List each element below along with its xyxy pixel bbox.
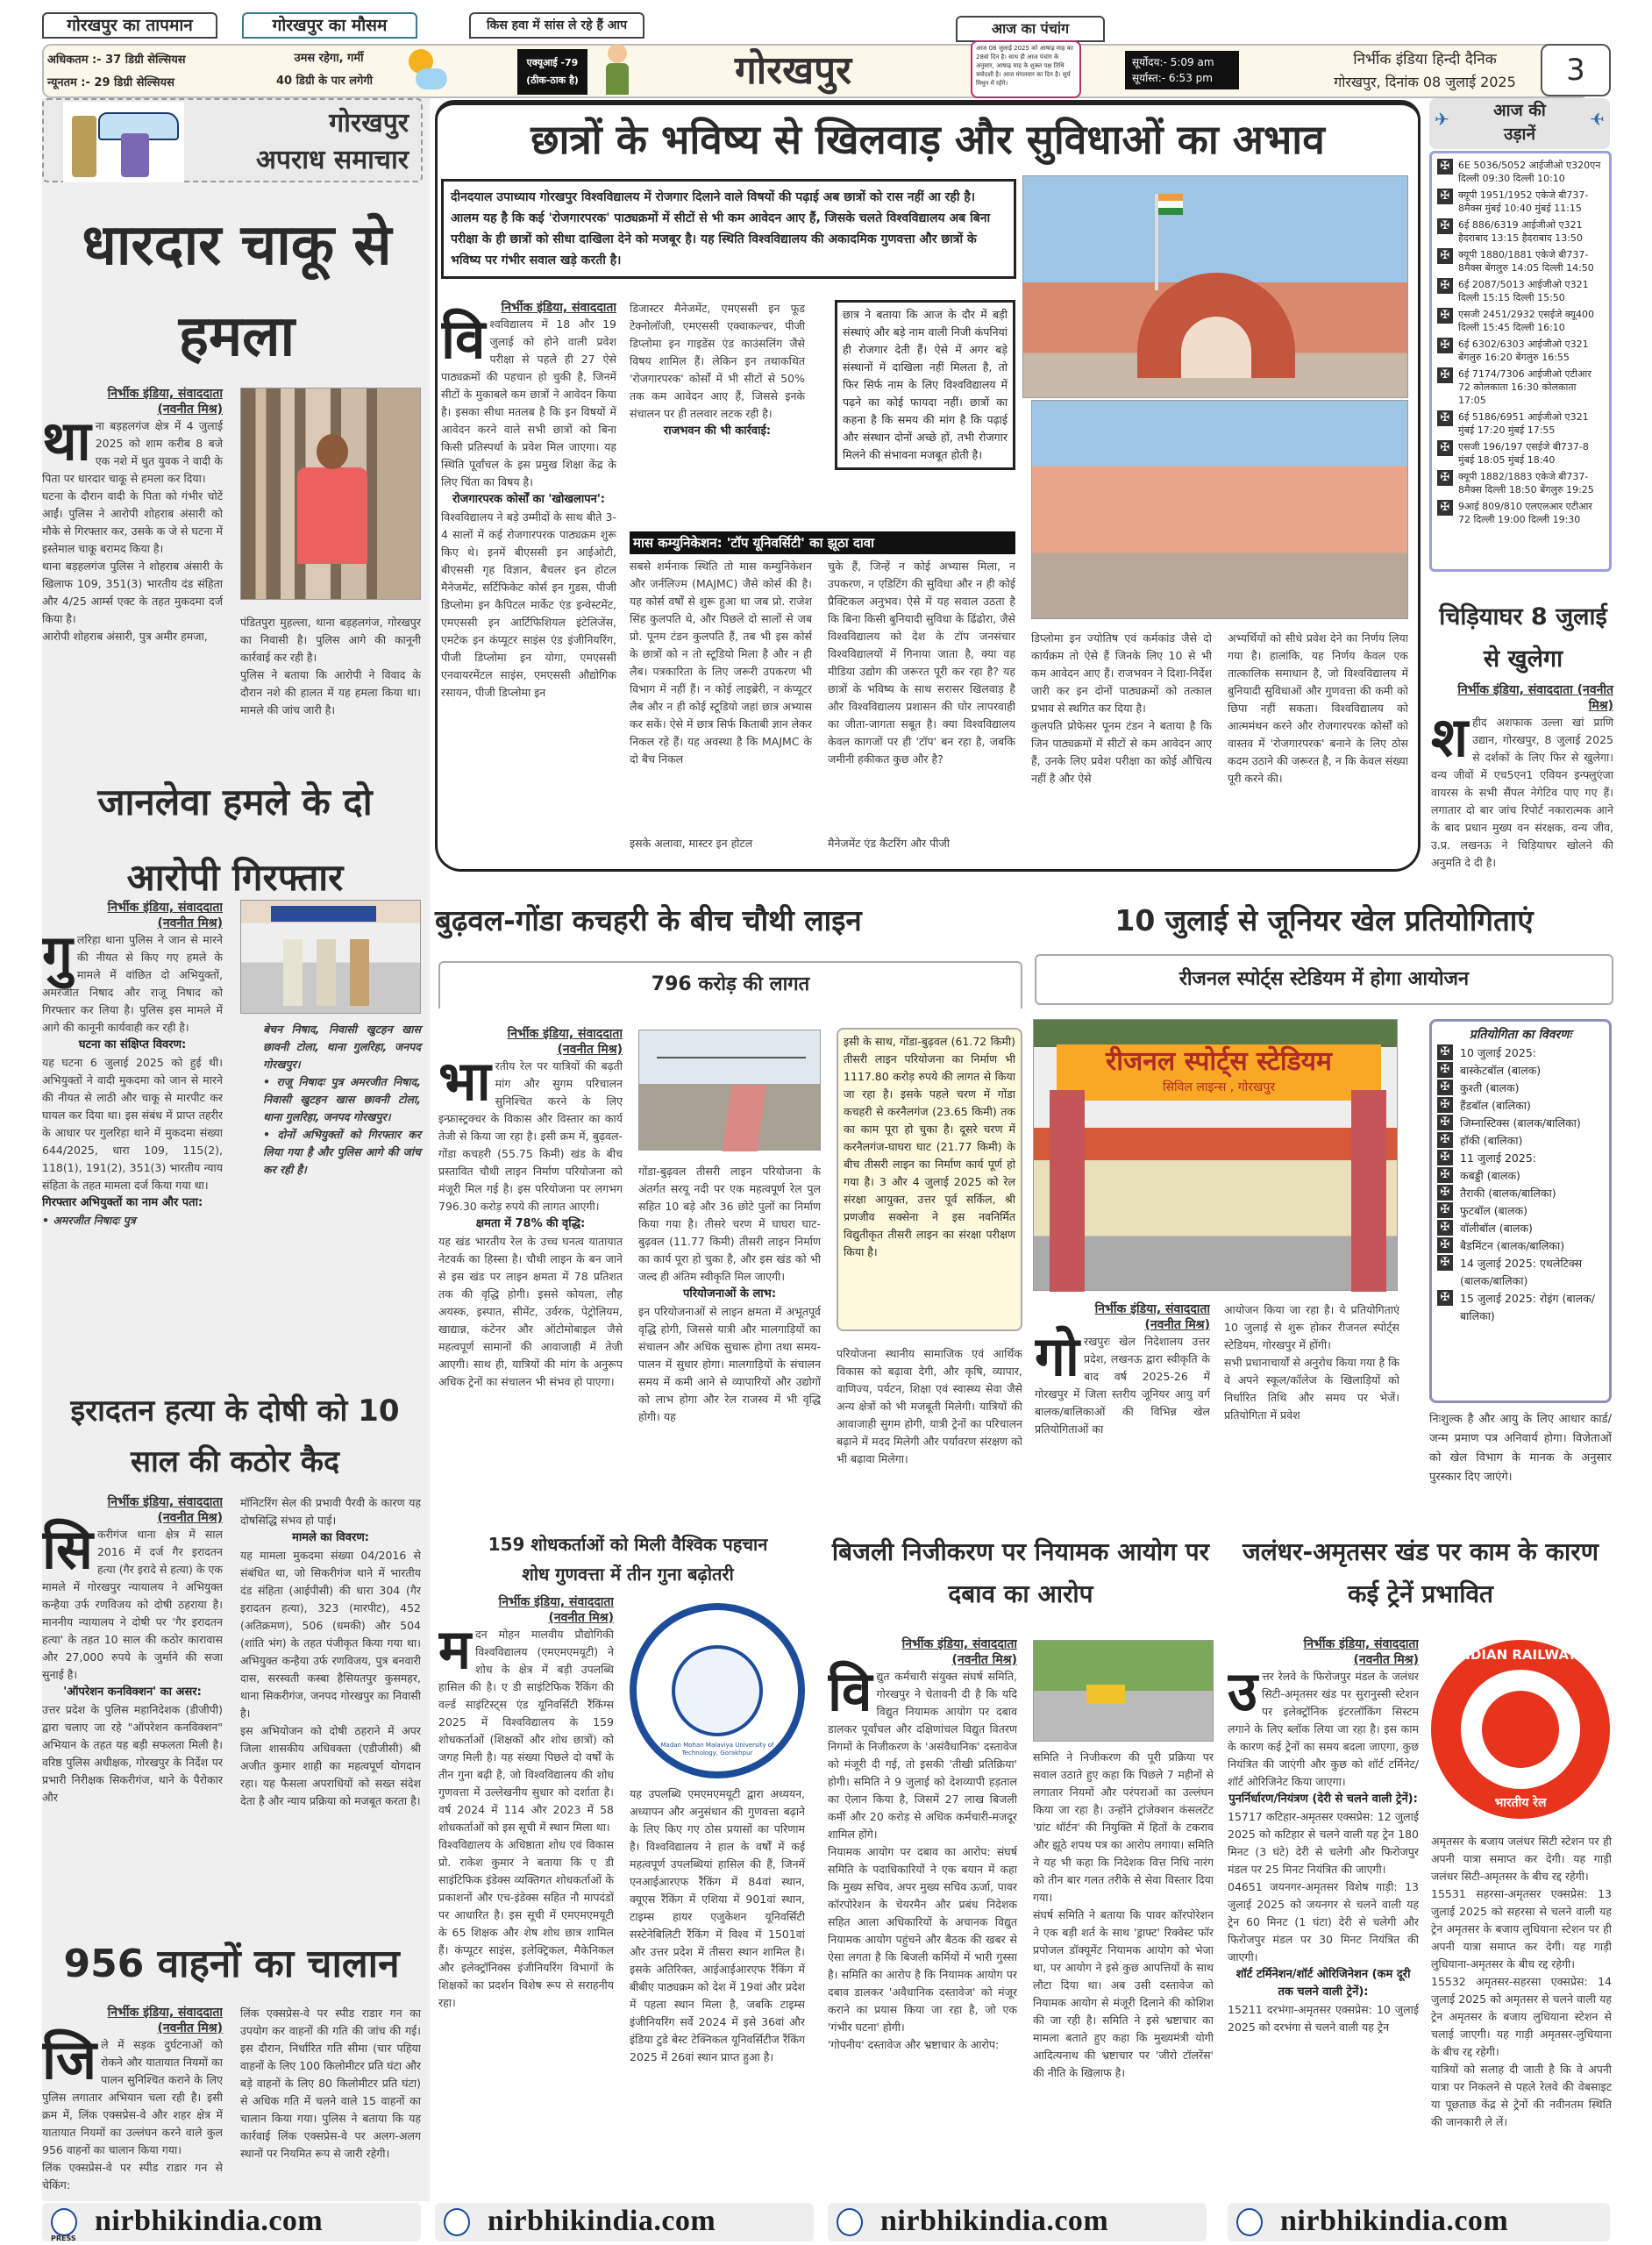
lead-summary: दीनदयाल उपाध्याय गोरखपुर विश्वविद्यालय में रोजगार दिलाने वाले विषयों की पढ़ाई अब छात्रों को रास नहीं आ रही है। आलम यह है कि कई 'रोजगारपरक' पाठ्यक्रमों में सीटों से भी कम आवेदन आए हैं, जिसके चलते विश्वविद्यालय अब बिना परीक्षा के ही छात्रों को सीधा दाखिला देने को मजबूर है। यह स्थिति विश्वविद्यालय की अकादमिक गुणवत्ता और छात्रों के भविष्य पर गंभीर सवाल खड़े करती है।	[441, 179, 1016, 279]
flight-text: क्यूपी 1882/1883 एकेजे बी737-8मैक्स दिल्ली 18:50 बेंगलुरु 19:25	[1458, 471, 1594, 495]
subheading: गिरफ्तार अभियुक्तों का नाम और पता:	[42, 1196, 203, 1209]
story-lead: दन मोहन मालवीय प्रौद्योगिकी विश्वविद्यालय (एमएमएमयूटी) ने शोध के क्षेत्र में बड़ी उपलब्धि हासिल की है। ए डी साइंटिफिक रैंकिंग की वर्ल्ड साइंटिस्ट्स एंड यूनिवर्सिटी रैंकिंग्स 2025 में विश्वविद्यालय के 159 शोधकर्ताओं (शिक्षकों और शोध छात्रों) को जगह मिली है। यह संख्या पिछले दो वर्षों के तीन गुना बढ़ी है, जो विश्वविद्यालय की शोध गुणवत्ता में उल्लेखनीय सुधार को दर्शाता है। वर्ष 2024 में 114 और 2023 में 58 शोधकर्ताओं को इस सूची में स्थान मिला था।	[438, 1628, 614, 1834]
dropcap: था	[42, 409, 91, 473]
story-paragraph: डिजास्टर मैनेजमेंट, एमएससी इन फूड टेक्नोलॉजी, एमएससी एक्वाकल्चर, पीजी डिप्लोमा इन गाइडेंस एंड काउंसलिंग जैसे विषय शामिल हैं। लेकिन इन तथाकथित 'रोजगारपरक' कोर्सों में भी सीटों से 50% तक कम आवेदन आए हैं, जिससे इनके संचालन पर ही तलवार लटक रही है।	[630, 302, 805, 420]
story-body	[1431, 705, 1613, 872]
trains-headline: जलंधर-अमृतसर खंड पर काम के कारण कई ट्रेनें प्रभावित	[1243, 1537, 1599, 1608]
air-tag: किस हवा में सांस ले रहे हैं आप	[469, 12, 644, 39]
dropcap: म	[438, 1617, 472, 1681]
flight-text: 6ई 2087/5013 आईजीओ ए321 दिल्ली 15:15 दिल्ली 15:50	[1458, 279, 1589, 303]
competition-text: 11 जुलाई 2025:	[1460, 1151, 1537, 1165]
story-lead: हीद अशफाक उल्ला खां प्राणि उद्यान, गोरखपुर, 8 जुलाई 2025 से दर्शकों के लिए फिर से खुलेगा। वन्य जीवों में एच5एन1 एवियन इन्फ्लुएंजा वायरस के सभी सैंपल नेगेटिव पाए गए हैं। लगातार दो बार जांच रिपोर्ट नकारात्मक आने के बाद प्रधान मुख्य वन संरक्षक, वन्य जीव, उ.प्र. लखनऊ ने चिड़ियाघर खोलने की अनुमति दे दी है।	[1431, 716, 1613, 869]
airplane-bullet-icon: ✠	[1437, 278, 1453, 294]
temp-min: न्यूनतम :- 29 डिग्री सेल्सियस	[47, 76, 174, 89]
dropcap: भा	[438, 1049, 491, 1113]
power-headline: बिजली निजीकरण पर नियामक आयोग पर दबाव का आरोप	[831, 1537, 1210, 1608]
bullet-icon: ✠	[1437, 1185, 1453, 1201]
bullet-icon: ✠	[1437, 1097, 1453, 1113]
byline-author: (नवनीत मिश्र)	[157, 2021, 223, 2035]
flight-item	[1437, 278, 1604, 304]
zoo-headline: चिड़ियाघर 8 जुलाई से खुलेगा	[1439, 603, 1607, 673]
airplane-bullet-icon: ✠	[1437, 218, 1453, 234]
competition-item	[1437, 1115, 1604, 1132]
byline: निर्भीक इंडिया, संवाददाता	[1094, 1302, 1210, 1316]
competition-text: फुटबॉल (बालक)	[1460, 1204, 1527, 1217]
story-paragraph: थाना बड़हलगंज पुलिस ने शोहराब अंसारी के खिलाफ 109, 351(3) भारतीय दंड संहिता और 4/25 आर्म्स एक्ट के तहत मुकदमा दर्ज किया है।	[42, 559, 223, 625]
zoo-story	[1431, 682, 1613, 872]
story-paragraph: यह मामला मुकदमा संख्या 04/2016 से संबंधित था, जो सिकरीगंज थाने में भारतीय दंड संहिता (आईपीसी) की धारा 304 (गैर इरादतन हत्या), 323 (मारपीट), 452 (अतिक्रमण), 506 (धमकी) और 504 (शांति भंग) के तहत पंजीकृत किया गया था। अभियुक्त कन्हैया उर्फ रणविजय, पुत्र बनवारी दास, सरस्वती कस्बा हैसियतपुर कुसमहर, थाना सिकरीगंज, जनपद गोरखपुर का निवासी है।	[240, 1549, 421, 1720]
lead-boxed-quote: छात्र ने बताया कि आज के दौर में बड़ी संस्थाएं और बड़े नाम वाली निजी कंपनियां ही रोजगार देती हैं। ऐसे में अगर बड़े संस्थानों में दाखिला नहीं मिलता है, तो फिर सिर्फ नाम के लिए विश्वविद्यालय में पढ़ने का कोई फायदा नहीं। छात्रों का कहना है कि समय की मांग है कि पढ़ाई और संस्थान दोनों अच्छे हों, तभी रोजगार मिलने की संभावना मजबूत होती है।	[835, 300, 1015, 470]
byline-author: (नवनीत मिश्र)	[157, 916, 223, 930]
railway-track-photo	[638, 1030, 821, 1151]
story-paragraph: निःशुल्क है और आयु के लिए आधार कार्ड/जन्म प्रमाण पत्र अनिवार्य होगा। विजेताओं को खेल विभाग के मानक के अनुसार पुरस्कार दिए जाएंगे।	[1429, 1413, 1612, 1484]
bullet-icon: ✠	[1437, 1220, 1453, 1236]
press-logo-icon	[1236, 2208, 1263, 2236]
story4-col-right	[240, 2005, 421, 2199]
airplane-bullet-icon: ✠	[1437, 189, 1453, 204]
plane-icon: ✈	[1590, 109, 1605, 130]
competition-item	[1437, 1132, 1604, 1150]
story-paragraph: यह उपलब्धि एमएमएमयूटी द्वारा अध्ययन, अध्यापन और अनुसंधान की गुणवत्ता बढ़ाने के लिए किए गए ठोस प्रयासों का परिणाम है। विश्वविद्यालय ने हाल के वर्षों में कई महत्वपूर्ण उपलब्धियां हासिल की हैं, जिनमें एनआईआरएफ रैंकिंग में 84वां स्थान, क्यूएस रैंकिंग में एशिया में 901वां स्थान, टाइम्स हायर एजुकेशन यूनिवर्सिटी सस्टेनेबिलिटी रैंकिंग में विश्व में 1501वां और उत्तर प्रदेश में तीसरा स्थान शामिल है। इसके अतिरिक्त, आईआईआरएफ रैंकिंग में बीबीए पाठ्यक्रम को देश में 19वां और प्रदेश में पहला स्थान मिला है, जबकि टाइम्स इंजीनियरिंग सर्वे 2024 में इसे 36वां और इंडिया टुडे बेस्ट टेक्निकल यूनिवर्सिटीज रैंकिंग 2025 में 26वां स्थान प्राप्त हुआ है।	[630, 1787, 805, 2063]
panchang-tag: आज का पंचांग	[956, 16, 1105, 42]
flight-text: क्यूपी 1951/1952 एकेजे बी737-8मैक्स मुंबई 10:40 मुंबई 11:15	[1458, 189, 1589, 214]
flight-item	[1437, 367, 1604, 407]
competition-item	[1437, 1097, 1604, 1115]
story-lead: त्तर रेलवे के फिरोजपुर मंडल के जलंधर सिटी-अमृतसर खंड पर सुरानुस्सी स्टेशन पर इलेक्ट्रॉनिक इंटरलॉकिंग सिस्टम लगाने के लिए ब्लॉक लिया जा रहा है। इस काम के कारण कई ट्रेनों का समय बदला जाएगा, कुछ नियंत्रित की जाएंगी और कुछ को शॉर्ट टर्मिनेट/शॉर्ट ओरिजिनेट किया जाएगा।	[1228, 1670, 1419, 1788]
stadium-sign-sub: सिविल लाइन्स , गोरखपुर	[1162, 1080, 1276, 1094]
footer-band	[828, 2203, 1207, 2241]
byline: निर्भीक इंडिया, संवाददाता	[498, 1595, 614, 1609]
airplane-bullet-icon: ✠	[1437, 308, 1453, 324]
dropcap: जि	[42, 2028, 97, 2092]
competition-item	[1437, 1237, 1604, 1255]
airplane-bullet-icon: ✠	[1437, 338, 1453, 353]
byline: निर्भीक इंडिया, संवाददाता (नवनीत मिश्र)	[1457, 683, 1613, 713]
story-paragraph: डिप्लोमा इन ज्योतिष एवं कर्मकांड जैसे दो कार्यक्रम तो ऐसे हैं जिनके लिए 10 से भी कम आवेदन आए हैं। राजभवन ने दिशा-निर्देश जारी कर इन दोनों पाठ्यक्रमों को तत्काल प्रभाव से स्थगित कर दिया है।	[1031, 631, 1212, 715]
story-paragraph: मैनेजमेंट एंड कैटरिंग और पीजी	[828, 837, 950, 850]
competition-item	[1437, 1044, 1604, 1062]
story-paragraph: पुलिस ने बताया कि आरोपी ने विवाद के दौरान नशे की हालत में यह हमला किया था। मामले की जांच जारी है।	[240, 668, 421, 716]
flight-text: एसजी 196/197 एसईजे बी737-8 मुंबई 18:05 मुंबई 18:40	[1458, 441, 1589, 466]
subheading: परियोजनाओं के लाभ:	[682, 1287, 777, 1301]
competition-text: जिम्नास्टिक्स (बालक/बालिका)	[1460, 1116, 1581, 1130]
power-col-2	[1033, 1749, 1214, 2199]
competition-item	[1437, 1150, 1604, 1167]
prisoner-photo	[240, 388, 421, 600]
story-lead: करीगंज थाना क्षेत्र में साल 2016 में दर्ज गैर इरादतन हत्या (गैर इरादे से हत्या) के एक मामले में गोरखपुर न्यायालय ने अभियुक्त कन्हैया उर्फ रणविजय को दोषी ठहराया है। माननीय न्यायालय ने दोषी पर 'गैर इरादतन हत्या' के तहत 10 साल की कठोर कारावास और 27,000 रुपये के जुर्माने की सजा सुनाई है।	[42, 1528, 223, 1681]
story-lead: लरिहा थाना पुलिस ने जान से मारने की नीयत से किए गए हमले के मामले में वांछित दो अभियुक्तों, अमरजीत निषाद और राजू निषाद को गिरफ्तार कर लिया है। पुलिस इस मामले में आगे की कानूनी कार्यवाही कर रही है।	[42, 933, 223, 1034]
bullet-icon: ✠	[1437, 1150, 1453, 1165]
story4-headline: 956 वाहनों का चालान	[63, 1942, 400, 1986]
story-paragraph: आरोपी शोहराब अंसारी, पुत्र अमीर हमजा,	[42, 630, 208, 643]
flight-item	[1437, 470, 1604, 496]
aqi-badge	[517, 49, 587, 95]
story-paragraph: 04651 जयनगर-अमृतसर विशेष गाड़ी: 13 जुलाई 2025 को जयनगर से चलने वाली यह ट्रेन 60 मिनट (1 घंटा) देरी से चलेगी और फिरोजपुर मंडल पर 30 मिनट नियंत्रित की जाएगी।	[1228, 1880, 1419, 1963]
sunset: सूर्यास्त:- 6:53 pm	[1132, 72, 1213, 84]
competition-text: 14 जुलाई 2025: एथलेटिक्स (बालक/बालिका)	[1460, 1257, 1583, 1287]
weather-line-1: उमस रहेगा, गर्मी	[294, 52, 364, 65]
story-paragraph: उत्तर प्रदेश के पुलिस महानिदेशक (डीजीपी) द्वारा चलाए जा रहे "ऑपरेशन कनविक्शन" अभियान के तहत यह बड़ी सफलता मिली है। वरिष्ठ पुलिस अधीक्षक, गोरखपुर के निर्देश पर प्रभारी निरीक्षक सिकरीगंज, थाने के पैरोकार और	[42, 1703, 223, 1804]
story3-col-right	[240, 1494, 421, 1906]
competition-text: 10 जुलाई 2025:	[1460, 1046, 1537, 1059]
trains-col-1	[1228, 1636, 1419, 2199]
subheading: शॉर्ट टर्मिनेशन/शॉर्ट ओरिजिनेशन (कम दूरी तक चलने वाली ट्रेनें):	[1235, 1968, 1411, 1999]
lead-col-1	[441, 300, 616, 861]
subheading: लिंक एक्सप्रेस-वे पर स्पीड राडार गन से चेकिंग:	[42, 2161, 223, 2192]
sports-col-2	[1224, 1301, 1399, 1517]
byline: निर्भीक इंडिया, संवाददाता	[501, 301, 616, 315]
flight-item	[1437, 338, 1604, 364]
story-paragraph: अमृतसर के बजाय जलंधर सिटी स्टेशन पर ही अपनी यात्रा समाप्त कर देगी। यह गाड़ी जलंधर सिटी-अमृतसर के बीच रद्द रहेगी।	[1431, 1835, 1612, 1883]
aqi-status: (ठीक-ठाक है)	[526, 75, 579, 86]
trains-col-2	[1431, 1833, 1612, 2199]
seal-text: Madan Mohan Malaviya University of Technology, Gorakhpur	[660, 1742, 774, 1757]
story2-text-left	[42, 900, 223, 1338]
story-paragraph: मॉनिटरिंग सेल की प्रभावी पैरवी के कारण यह दोषसिद्धि संभव हो पाई।	[240, 1496, 421, 1527]
competition-item	[1437, 1167, 1604, 1185]
story-paragraph: 'गोपनीय' दस्तावेज और भ्रष्टाचार के आरोप:	[828, 2038, 1000, 2051]
story1-text-right	[240, 614, 421, 719]
dateline: गोरखपुर, दिनांक 08 जुलाई 2025	[1334, 74, 1516, 90]
lead-col-2	[630, 300, 805, 440]
airplane-bullet-icon: ✠	[1437, 500, 1453, 516]
story-paragraph: यह घटना 6 जुलाई 2025 को हुई थी। अभियुक्तों ने वादी मुकदमा को जान से मारने की नीयत से लाठी और चाकू से मारपीट कर घायल कर दिया था। इस संबंध में प्राप्त तहरीर के आधार पर गुलरिहा थाने में मुकदमा संख्या 644/2025, धारा 109, 115(2), 118(1), 191(2), 351(3) भारतीय न्याय संहिता के तहत मामला दर्ज किया गया था।	[42, 1056, 223, 1192]
dropcap: उ	[1228, 1659, 1257, 1723]
sports-col-3	[1429, 1410, 1612, 1517]
press-logo-icon	[444, 2208, 470, 2236]
dropcap: वि	[828, 1659, 872, 1723]
press-label: PRESS	[51, 2234, 76, 2242]
mass-comm-black-head: मास कम्युनिकेशन: 'टॉप यूनिवर्सिटी' का झूठा दावा	[630, 531, 1015, 554]
panchang-box: आज 08 जुलाई 2025 को आषाढ़ माह का 28वां दिन है। साथ ही आज पंचांग के अनुसार, आषाढ़ माह के शुक्ल पक्ष तिथि त्रयोदशी है। आज मंगलवार का दिन है। सूर्य मिथुन में रहेंगे।	[971, 40, 1081, 98]
lead-col-5	[1031, 630, 1212, 861]
university-gate-photo	[1022, 175, 1408, 398]
bullet-text: अमरजीत निषादः पुत्र	[53, 1214, 136, 1227]
sports-subhead: रीजनल स्पोर्ट्स स्टेडियम में होगा आयोजन	[1035, 954, 1613, 1005]
competition-box	[1429, 1019, 1612, 1403]
bullet-icon: ✠	[1437, 1255, 1453, 1271]
lead-col-6	[1228, 630, 1408, 861]
university-seal	[630, 1603, 805, 1778]
airplane-bullet-icon: ✠	[1437, 410, 1453, 426]
crime-banner-line1: गोरखपुर	[329, 108, 409, 139]
story-paragraph: पंडितपुरा मुहल्ला, थाना बड़हलगंज, गोरखपुर का निवासी है। पुलिस आगे की कानूनी कार्रवाई कर रही है।	[240, 616, 421, 664]
sun-times	[1125, 51, 1239, 89]
crime-banner	[42, 98, 423, 182]
indian-railways-logo	[1431, 1640, 1610, 1819]
story2-text-right	[263, 1021, 421, 1179]
flights-header	[1429, 98, 1610, 149]
stadium-sign: रीजनल स्पोर्ट्स स्टेडियम	[1105, 1046, 1332, 1077]
subheading: क्षमता में 78% की वृद्धि:	[475, 1217, 586, 1230]
logo-text-hi: भारतीय रेल	[1494, 1796, 1547, 1810]
logo-text-en: INDIAN RAILWAYS	[1454, 1647, 1587, 1663]
bullet-icon: ✠	[1437, 1167, 1453, 1183]
subheading: पुनर्निर्धारण/नियंत्रण (देरी से चलने वाली ट्रेनें):	[1228, 1792, 1418, 1806]
story-paragraph: अभ्यर्थियों को सीधे प्रवेश देने का निर्णय लिया गया है। हालांकि, यह निर्णय केवल एक तात्कालिक समाधान है, जो विश्वविद्यालय में बुनियादी सुविधाओं और गुणवत्ता की कमी को छिपा नहीं सकता। विश्वविद्यालय को आत्ममंथन करने और रोजगारपरक कोर्सों को वास्तव में 'रोजगारपरक' बनाने के लिए ठोस कदम उठाने की जरूरत है, न कि केवल संख्या पूरी करने की।	[1228, 631, 1408, 785]
dropcap: श	[1431, 705, 1469, 769]
competition-text: बास्केटबॉल (बालक)	[1460, 1064, 1542, 1077]
story-paragraph: लिंक एक्सप्रेस-वे पर स्पीड राडार गन का उपयोग कर वाहनों की गति की जांच की गई। इस दौरान, निर्धारित गति सीमा (चार पहिया वाहनों के लिए 100 किलोमीटर प्रति घंटा और बड़े वाहनों के लिए 80 किलोमीटर प्रति घंटा) से अधिक गति में चलने वाले 15 वाहनों का चालान किया गया। पुलिस ने बताया कि यह कार्रवाई लिंक एक्सप्रेस-वे पर अलग-अलग स्थानों पर नियमित रूप से जारी रहेगी।	[240, 2006, 421, 2160]
arrest-photo	[240, 900, 421, 1014]
byline: निर्भीक इंडिया, संवाददाता	[1303, 1637, 1419, 1651]
story-paragraph: परियोजना स्थानीय सामाजिक एवं आर्थिक विकास को बढ़ावा देगी, और कृषि, व्यापार, वाणिज्य, पर्यटन, शिक्षा एवं स्वास्थ्य सेवा जैसे अन्य क्षेत्रों को भी मजबूती मिलेगी। यात्रियों की आवाजाही सुगम होगी, यात्री ट्रेनों का परिचालन बढ़ाने में मदद मिलेगी और पर्यावरण संरक्षण को भी बढ़ावा मिलेगा।	[837, 1347, 1022, 1465]
byline-author: (नवनीत मिश्र)	[951, 1653, 1017, 1667]
aqi-value: एक्यूआई -79	[526, 57, 579, 68]
byline: निर्भीक इंडिया, संवाददाता	[507, 1027, 623, 1041]
subheading: रोजगारपरक कोर्सों का 'खोखलापन':	[452, 493, 606, 506]
story3-headline: इरादतन हत्या के दोषी को 10 साल की कठोर कैद	[70, 1393, 400, 1479]
sports-headline: 10 जुलाई से जूनियर खेल प्रतियोगिताएं	[1114, 903, 1534, 937]
competition-item	[1437, 1080, 1604, 1097]
story2-headline: जानलेवा हमले के दो आरोपी गिरफ्तार	[97, 780, 373, 899]
story-paragraph: घटना के दौरान वादी के पिता को गंभीर चोटें आईं। पुलिस ने आरोपी शोहराब अंसारी को मौके से गिरफ्तार कर, उसके क जे से घटना में इस्तेमाल चाकू बरामद किया है।	[42, 489, 223, 555]
byline: निर्भीक इंडिया, संवाददाता	[107, 1495, 223, 1509]
flight-item	[1437, 308, 1604, 334]
competition-text: वॉलीबॉल (बालक)	[1460, 1222, 1533, 1235]
lead-headline: छात्रों के भविष्य से खिलवाड़ और सुविधाओं का अभाव	[530, 116, 1325, 163]
flight-item	[1437, 218, 1604, 245]
research-headline-2: शोध गुणवत्ता में तीन गुना बढ़ोतरी	[522, 1564, 734, 1585]
story-paragraph: नियामक आयोग पर दबाव का आरोप: संघर्ष समिति के पदाधिकारियों ने एक बयान में कहा कि मुख्य सचिव, अपर मुख्य सचिव ऊर्जा, पावर कॉरपोरेशन के चेयरमैन और प्रबंध निदेशक सहित आला अधिकारियों के अचानक विद्युत नियामक आयोग पहुंचने और बैठक की खबर से ऐसा लगता है कि बिजली कर्मियों में भारी गुस्सा है। समिति का आरोप है कि नियामक आयोग पर दबाव डालकर 'अवैधानिक दस्तावेज' को मंजूर कराने का प्रयास किया जा रहा है, जो एक 'गंभीर घटना' होगी।	[828, 1845, 1017, 2034]
weather-tag: गोरखपुर का मौसम	[242, 12, 417, 39]
lead-col-4	[828, 558, 1015, 861]
flights-title-1: आज की	[1493, 101, 1546, 120]
press-logo-icon	[837, 2208, 863, 2236]
byline-author: (नवनीत मिश्र)	[1353, 1653, 1419, 1667]
dropcap: सि	[42, 1517, 93, 1581]
flight-text: 6ई 5186/6951 आईजीओ ए321 मुंबई 17:20 मुंबई 17:55	[1458, 411, 1589, 436]
research-headline-1: 159 शोधकर्ताओं को मिली वैश्विक पहचान	[488, 1534, 768, 1555]
story3-col-left	[42, 1494, 223, 1906]
research-col-2	[630, 1785, 805, 2199]
competition-item	[1437, 1255, 1604, 1290]
story-paragraph: सभी प्रधानाचार्यों से अनुरोध किया गया है कि वे अपने स्कूल/कॉलेज के खिलाड़ियों को निर्धारित तिथि और समय पर भेजें। प्रतियोगिता में प्रवेश	[1224, 1356, 1399, 1422]
rail-subhead: 796 करोड़ की लागत	[438, 961, 1022, 1008]
story-lead: रखपुरः खेल निदेशालय उत्तर प्रदेश, लखनऊ द्वारा स्वीकृति के बाद वर्ष 2025-26 में गोरखपुर में जिला स्तरीय जूनियर आयु वर्ग बालक/बालिकाओं की विभिन्न खेल प्रतियोगिताओं का	[1035, 1335, 1210, 1436]
flight-text: एसजी 2451/2932 एसईजे क्यू400 दिल्ली 15:45 दिल्ली 16:10	[1458, 309, 1595, 333]
flight-item	[1437, 189, 1604, 215]
story-lead: ले में सड़क दुर्घटनाओं को रोकने और यातायात नियमों का पालन सुनिश्चित कराने के लिए पुलिस लगातार अभियान चला रही है। इसी क्रम में, लिंक एक्सप्रेस-वे और शहर क्षेत्र में यातायात नियमों का उल्लंघन करने वाले कुल 956 वाहनों का चालान किया गया।	[42, 2038, 223, 2156]
airplane-bullet-icon: ✠	[1437, 440, 1453, 456]
bullet-item: बेचन निषाद, निवासी खुटहन खास छावनी टोला, थाना गुलरिहा, जनपद गोरखपुर।	[263, 1023, 421, 1071]
story-paragraph: समिति ने निजीकरण की पूरी प्रक्रिया पर सवाल उठाते हुए कहा कि पिछले 7 महीनों से लगातार नियमों और परंपराओं का उल्लंघन किया जा रहा है। उन्होंने ट्रांजेक्शन कंसलटेंट 'ग्रांट थॉर्टन' की नियुक्ति में हितों के टकराव और झूठे शपथ पत्र का आरोप लगाया। समिति ने यह भी कहा कि निदेशक वित्त निधि नारंग को तीन बार गलत तरीके से सेवा विस्तार दिया गया।	[1033, 1750, 1214, 1904]
footer-site-link[interactable]: nirbhikindia.com	[488, 2205, 716, 2237]
competition-text: तैराकी (बालक/बालिका)	[1460, 1187, 1556, 1200]
dropcap: गो	[1035, 1324, 1079, 1388]
flights-title-2: उड़ानें	[1503, 125, 1536, 144]
crime-banner-line2: अपराध समाचार	[256, 145, 409, 175]
airplane-bullet-icon: ✠	[1437, 367, 1453, 383]
bullet-icon: ✠	[1437, 1080, 1453, 1095]
competition-title: प्रतियोगिता का विवरणः	[1469, 1028, 1572, 1042]
bullet-item: • राजू निषादः पुत्र अमरजीत निषाद, निवासी खुटहन खास छावनी टोला, थाना गुलरिहा, जनपद गोरखपुर।	[263, 1075, 422, 1123]
story-paragraph: इस अभियोजन को दोषी ठहराने में अपर जिला शासकीय अधिवक्ता (एडीजीसी) श्री अजीत कुमार शाही का महत्वपूर्ण योगदान रहा। यह फैसला अपराधियों को सख्त संदेश देता है और न्याय प्रक्रिया को मजबूत करता है।	[240, 1724, 421, 1807]
competition-text: हैंडबॉल (बालिका)	[1460, 1099, 1531, 1112]
story-paragraph: कुलपति प्रोफेसर पूनम टंडन ने बताया है कि जिन पाठ्यक्रमों में सीटों से कम आवेदन आए हैं, उनके लिए प्रवेश परीक्षा का कोई औचित्य नहीं है और ऐसे	[1031, 719, 1212, 785]
byline: निर्भीक इंडिया, संवाददाता	[107, 901, 223, 915]
story-paragraph: यात्रियों को सलाह दी जाती है कि वे अपनी यात्रा पर निकलने से पहले रेलवे की वेबसाइट या पूछताछ केंद्र से ट्रेनों की नवीनतम स्थिति की जानकारी ले लें।	[1431, 2063, 1612, 2128]
story-paragraph: संघर्ष समिति ने बताया कि पावर कॉरपोरेशन ने एक बड़ी शर्त के साथ 'ड्राफ्ट' रिक्वेस्ट फॉर प्रपोजल डॉक्यूमेंट नियामक आयोग को भेजा था, पर आयोग ने इसे कुछ आपत्तियों के साथ लौटा दिया था। अब उसी दस्तावेज को नियामक आयोग से मंजूरी दिलाने की कोशिश की जा रही है। समिति ने इसे भ्रष्टाचार का मामला बताते हुए कहा कि मुख्यमंत्री योगी आदित्यनाथ की भ्रष्टाचार पर 'जीरो टॉलरेंस' की नीति के खिलाफ है।	[1033, 1908, 1214, 2079]
dropcap: गु	[42, 923, 73, 987]
story-paragraph: गोंडा-बुढ़वल तीसरी लाइन परियोजना के अंतर्गत सरयू नदी पर एक महत्वपूर्ण रेल पुल सहित 10 बड़े और 36 छोटे पुलों का निर्माण किया गया है। तीसरे चरण में घाघरा घाट-बुढ़वल (11.77 किमी) तीसरी लाइन निर्माण का कार्य पूरा हो चुका है, और इस खंड को भी जल्द ही अंतिम स्वीकृति मिल जाएगी।	[638, 1165, 821, 1283]
airplane-bullet-icon: ✠	[1437, 248, 1453, 264]
bullet-icon: ✠	[1437, 1062, 1453, 1078]
story-paragraph: चुके हैं, जिन्हें न कोई अभ्यास मिला, न उपकरण, न एडिटिंग की सुविधा और न ही कोई प्रैक्टिकल अनुभव। ऐसे में यह सवाल उठता है कि बिना किसी बुनियादी सुविधा के ढिंढोरा, जैसे विश्वविद्यालय को देश के टॉप जनसंचार विश्वविद्यालयों में गिनाया जाता है, क्या वह मीडिया उद्योग की जरूरत पूरी कर रहा है? यह छात्रों के भविष्य के साथ सरासर खिलवाड़ है और विश्वविद्यालय प्रशासन की घोर लापरवाही का जीता-जागता सबूत है। क्या विश्वविद्यालय केवल कागजों पर ही 'टॉप' बन रहा है, जबकि जमीनी हकीकत कुछ और है?	[828, 559, 1015, 766]
bullet-item: • दोनों अभियुक्तों को गिरफ्तार कर लिया गया है और पुलिस आगे की जांच कर रही है।	[263, 1128, 422, 1176]
story-lead: ना बड़हलगंज क्षेत्र में 4 जुलाई 2025 को शाम करीब 8 बजे एक नशे में धुत युवक ने वादी के पिता पर धारदार चाकू से हमला कर दिया।	[42, 419, 223, 485]
weather-line-2: 40 डिग्री के पार लगेगी	[275, 75, 374, 88]
story-paragraph: 15531 सहरसा-अमृतसर एक्सप्रेस: 13 जुलाई 2025 को सहरसा से चलने वाली यह ट्रेन अमृतसर के बजाय लुधियाना स्टेशन पर ही अपनी यात्रा समाप्त कर देगी। यह गाड़ी लुधियाना-अमृतसर के बीच रद्द रहेगी।	[1431, 1887, 1612, 1971]
subheading: 'ऑपरेशन कनविक्शन' का असर:	[63, 1686, 202, 1699]
story-paragraph: विश्वविद्यालय ने बड़े उम्मीदों के साथ बीते 3-4 सालों में कई रोजगारपरक पाठ्यक्रम शुरू किए थे। इनमें बीएससी इन आईओटी, बीएससी गृह विज्ञान, बैचलर इन होटल मैनेजमेंट, सर्टिफिकेट कोर्स इन गुडस, पीजी डिप्लोमा इन कैपिटल मार्केट एंड इन्वेस्टमेंट, एमएससी इन आर्टिफिशियल इंटेलिजेंस, एमटेक इन कंप्यूटर साइंस एंड इंजीनियरिंग, पीजी डिप्लोमा इन योगा, एमएससी एनवायरमेंटल साइंस, एमएससी औद्योगिक रसायन, पीजी डिप्लोमा इन	[441, 510, 616, 699]
city-title: गोरखपुर	[735, 48, 852, 93]
rail-col-1	[438, 1026, 623, 1517]
flight-item	[1437, 440, 1604, 467]
story-paragraph: इसके अलावा, मास्टर इन होटल	[630, 837, 753, 850]
bullet-icon: ✠	[1437, 1115, 1453, 1130]
bullet-icon: ✠	[1437, 1237, 1453, 1253]
story-paragraph: आयोजन किया जा रहा है। ये प्रतियोगिताएं 10 जुलाई से शुरू होकर रीजनल स्पोर्ट्स स्टेडियम, गोरखपुर में होंगी।	[1224, 1303, 1399, 1351]
competition-text: 15 जुलाई 2025: रोइंग (बालक/बालिका)	[1460, 1292, 1596, 1322]
byline-author: (नवनीत मिश्र)	[157, 403, 223, 417]
competition-item	[1437, 1202, 1604, 1220]
competition-item	[1437, 1290, 1604, 1325]
flights-list	[1429, 151, 1612, 572]
page-number: 3	[1541, 44, 1611, 96]
story-lead: द्युत कर्मचारी संयुक्त संघर्ष समिति, गोरखपुर ने चेतावनी दी है कि यदि विद्युत नियामक आयोग पर दबाव डालकर पूर्वांचल और दक्षिणांचल विद्युत वितरण निगमों के निजीकरण के 'असंवैधानिक' दस्तावेज को मंजूरी दी गई, तो इसकी 'तीखी प्रतिक्रिया' होगी। समिति ने 9 जुलाई को देशव्यापी हड़ताल का ऐलान किया है, जिसमें 27 लाख बिजली कर्मी और 20 करोड़ से अधिक कर्मचारी-मजदूर शामिल होंगे।	[828, 1670, 1017, 1841]
story-paragraph: विश्वविद्यालय के अधिष्ठाता शोध एवं विकास प्रो. राकेश कुमार ने बताया कि ए डी साइंटिफिक इंडेक्स व्यक्तिगत शोधकर्ताओं के प्रकाशनों और एच-इंडेक्स सहित नौ मापदंडों पर आधारित है। इस सूची में एमएमएमयूटी के 65 शिक्षक और शेष शोध छात्र शामिल हैं। कंप्यूटर साइंस, इलेक्ट्रिकल, मैकेनिकल और इलेक्ट्रॉनिक्स इंजीनियरिंग विभागों के शिक्षकों का प्रदर्शन विशेष रूप से सराहनीय रहा।	[438, 1838, 614, 2009]
stadium-photo	[1033, 1019, 1398, 1291]
rail-col-3	[837, 1345, 1022, 1517]
dropcap: वि	[441, 307, 486, 371]
footer-band	[435, 2203, 814, 2241]
byline: निर्भीक इंडिया, संवाददाता	[901, 1637, 1017, 1651]
flight-item	[1437, 159, 1604, 185]
rail-box: इसी के साथ, गोंडा-बुढ़वल (61.72 किमी) तीसरी लाइन परियोजना का निर्माण भी 1117.80 करोड़ रुपये की लागत से किया जा रहा है। इसके पहले चरण में गोंडा कचहरी से करनैलगंज (23.65 किमी) तक का काम पूरा हो चुका है। दूसरे चरण में करनैलगंज-घाघरा घाट (21.77 किमी) के बीच तीसरी लाइन का निर्माण कार्य पूर्ण हो गया है। 3 और 4 जुलाई 2025 को रेल संरक्षा आयुक्त, उत्तर पूर्व सर्किल, श्री प्रणजीव सक्सेना ने इस नवनिर्मित विद्युतीकृत तीसरी लाइन का संरक्षा परीक्षण किया है।	[837, 1028, 1022, 1331]
airplane-bullet-icon: ✠	[1437, 470, 1453, 486]
lead-col-3	[630, 558, 812, 861]
byline-author: (नवनीत मिश्र)	[157, 1511, 223, 1525]
footer-site-link[interactable]: nirbhikindia.com	[880, 2205, 1109, 2237]
subheading: मामले का विवरण:	[292, 1531, 369, 1544]
police-illustration	[63, 102, 184, 182]
temp-max: अधिकतम :- 37 डिग्री सेल्सियस	[47, 53, 186, 67]
competition-item	[1437, 1062, 1604, 1080]
byline-author: (नवनीत मिश्र)	[1144, 1318, 1210, 1332]
footer-band	[1228, 2203, 1610, 2241]
subheading: राजभवन की भी कार्रवाई:	[663, 424, 772, 438]
temp-tag: गोरखपुर का तापमान	[42, 12, 217, 39]
bullet-text: दोनों अभियुक्तों को गिरफ्तार कर लिया गया है और पुलिस आगे की जांच कर रही है।	[263, 1128, 422, 1176]
byline: निर्भीक इंडिया, संवाददाता	[107, 2006, 223, 2020]
power-col-1	[828, 1636, 1017, 2199]
plane-icon: ✈	[1435, 109, 1449, 130]
story-lead: श्वविद्यालय में 18 और 19 जुलाई को होने वाली प्रवेश परीक्षा से पहले ही 27 ऐसे पाठ्यक्रमों की पहचान हो चुकी है, जिनमें सीटों के मुकाबले कम छात्रों ने आवेदन किया है। इसका सीधा मतलब है कि इन विषयों में आवेदन करने वाले सभी छात्रों को बिना किसी प्रतिस्पर्धा के प्रवेश मिल जाएगा। यह स्थिति पूर्वांचल के इस प्रमुख शिक्षा केंद्र के लिए चिंता का विषय है।	[441, 317, 616, 488]
airplane-bullet-icon: ✠	[1437, 159, 1453, 175]
byline-author: (नवनीत मिश्र)	[548, 1611, 614, 1625]
story-paragraph: 15211 दरभंगा-अमृतसर एक्सप्रेस: 10 जुलाई 2025 को दरभंगा से चलने वाली यह ट्रेन	[1228, 2003, 1419, 2034]
university-gate-photo-lower	[1031, 400, 1408, 619]
bullet-icon: ✠	[1437, 1132, 1453, 1148]
competition-text: कबड्डी (बालक)	[1460, 1169, 1520, 1182]
competition-item	[1437, 1185, 1604, 1202]
competition-text: बैडमिंटन (बालक/बालिका)	[1460, 1239, 1565, 1252]
story4-col-left	[42, 2005, 223, 2199]
flight-item	[1437, 410, 1604, 437]
story-paragraph: सबसे शर्मनाक स्थिति तो मास कम्युनिकेशन और जर्नलिज्म (MAJMC) जैसे कोर्स की है। यह कोर्स वर्षों से शुरू हुआ था जब प्रो. राजेश सिंह कुलपति थे, और पिछले दो सालों से जब प्रो. पूनम टंडन कुलपति हैं, तब भी इस कोर्स के छात्रों को न तो स्टूडियो मिला है और न ही लैब। पत्रकारिता के लिए जरूरी उपकरण भी विभाग में नहीं हैं। न कोई लाइब्रेरी, न कंप्यूटर लैब और न ही कोई स्टूडियो जहां छात्र अभ्यास कर सकें। ऐसे में छात्र सिर्फ किताबी ज्ञान लेकर निकल रहे हैं। यह अवस्था है कि MAJMC के दो बैच निकल	[630, 559, 812, 766]
flight-item	[1437, 248, 1604, 274]
flight-text: 6ई 886/6319 आईजीओ ए321 हैदराबाद 13:15 हैदराबाद 13:50	[1458, 219, 1583, 244]
footer-band	[42, 2203, 421, 2241]
child-coughing-icon	[601, 44, 632, 95]
bullet-item: • अमरजीत निषादः पुत्र	[42, 1214, 136, 1227]
sports-col-1	[1035, 1301, 1210, 1517]
sun-cloud-icon	[405, 47, 447, 93]
bullet-icon: ✠	[1437, 1290, 1453, 1306]
paper-name: निर्भीक इंडिया हिन्दी दैनिक	[1353, 51, 1497, 68]
competition-text: कुश्ती (बालक)	[1460, 1081, 1520, 1094]
competition-list	[1437, 1044, 1604, 1325]
competition-item	[1437, 1220, 1604, 1237]
byline-author: (नवनीत मिश्र)	[557, 1043, 623, 1057]
flight-text: 6E 5036/5052 आईजीओ ए320एन दिल्ली 09:30 दिल्ली 10:10	[1458, 160, 1601, 184]
subheading: घटना का संक्षिप्त विवरण:	[78, 1038, 187, 1051]
story-paragraph: यह खंड भारतीय रेल के उच्च घनत्व यातायात नेटवर्क का हिस्सा है। चौथी लाइन के बन जाने से इस खंड पर लाइन क्षमता में 78 प्रतिशत तक की वृद्धि होगी। इससे कोयला, लौह अयस्क, इस्पात, सीमेंट, उर्वरक, पेट्रोलियम, खाद्यान्न, कंटेनर और ऑटोमोबाइल जैसे महत्वपूर्ण सामानों की आवाजाही में तेजी आएगी। साथ ही, यात्रियों की मांग के अनुरूप अधिक ट्रेनों का संचालन भी संभव हो पाएगा।	[438, 1235, 623, 1388]
competition-text: हॉकी (बालिका)	[1460, 1134, 1523, 1147]
story1-headline: धारदार चाकू से हमला	[82, 213, 392, 369]
flight-item	[1437, 500, 1604, 526]
rail-col-2	[638, 1163, 821, 1517]
footer-site-link[interactable]: nirbhikindia.com	[95, 2205, 324, 2237]
bullet-icon: ✠	[1437, 1202, 1453, 1218]
rail-headline: बुढ़वल-गोंडा कचहरी के बीच चौथी लाइन	[435, 903, 862, 937]
sunrise: सूर्योदय:- 5:09 am	[1132, 56, 1214, 68]
flight-text: 6ई 7174/7306 आईजीओ एटीआर 72 कोलकाता 16:30 कोलकाता 17:05	[1458, 368, 1591, 406]
flight-text: 9आई 809/810 एलएलआर एटीआर 72 दिल्ली 19:00 दिल्ली 19:30	[1458, 501, 1592, 525]
story-lead: रतीय रेल पर यात्रियों की बढ़ती मांग और सुगम परिचालन सुनिश्चित करने के लिए इन्फ्रास्ट्रक्चर के विकास और विस्तार का कार्य तेजी से किया जा रहा है। इसी क्रम में, बुढ़वल-गोंडा कचहरी (55.75 किमी) खंड के बीच प्रस्तावित चौथी लाइन निर्माण परियोजना को मंजूरी मिल गई है। इस परियोजना पर लगभग 796.30 करोड़ रुपये की लागत आएगी।	[438, 1059, 623, 1213]
bullet-text: राजू निषादः पुत्र अमरजीत निषाद, निवासी खुटहन खास छावनी टोला, थाना गुलरिहा, जनपद गोरखपुर।	[263, 1075, 422, 1123]
flight-text: 6ई 6302/6303 आईजीओ ए321 बेंगलुरु 16:20 बेंगलुरु 16:55	[1458, 339, 1589, 363]
story1-text-left	[42, 386, 223, 645]
flight-text: क्यूपी 1880/1881 एकेजे बी737-8मैक्स बेंगलुरु 14:05 दिल्ली 14:50	[1458, 249, 1594, 274]
story-paragraph: 15717 कटिहार-अमृतसर एक्सप्रेस: 12 जुलाई 2025 को कटिहार से चलने वाली यह ट्रेन 180 मिनट (3 घंटे) देरी से चलेगी और फिरोजपुर मंडल पर 25 मिनट नियंत्रित की जाएगी।	[1228, 1810, 1419, 1876]
story-paragraph: इन परियोजनाओं से लाइन क्षमता में अभूतपूर्व वृद्धि होगी, जिससे यात्री और मालगाड़ियों का संचालन और अधिक सुचारू होगा तथा समय-पालन में सुधार होगा। मालगाड़ियों के संचालन समय में कमी आने से व्यापारियों और उद्योगों को लाभ होगा और रेल राजस्व में भी वृद्धि होगी। यह	[638, 1305, 821, 1423]
byline: निर्भीक इंडिया, संवाददाता	[107, 387, 223, 401]
research-col-1	[438, 1594, 614, 2199]
bullet-icon: ✠	[1437, 1044, 1453, 1060]
press-logo-icon	[51, 2208, 77, 2236]
footer-site-link[interactable]: nirbhikindia.com	[1280, 2205, 1509, 2237]
protest-photo	[1033, 1640, 1214, 1742]
story-paragraph: 15532 अमृतसर-सहरसा एक्सप्रेस: 14 जुलाई 2025 को अमृतसर से चलने वाली यह ट्रेन अमृतसर के बजाय लुधियाना स्टेशन से चलाई जाएगी। यह गाड़ी अमृतसर-लुधियाना के बीच रद्द रहेगी।	[1431, 1975, 1612, 2058]
